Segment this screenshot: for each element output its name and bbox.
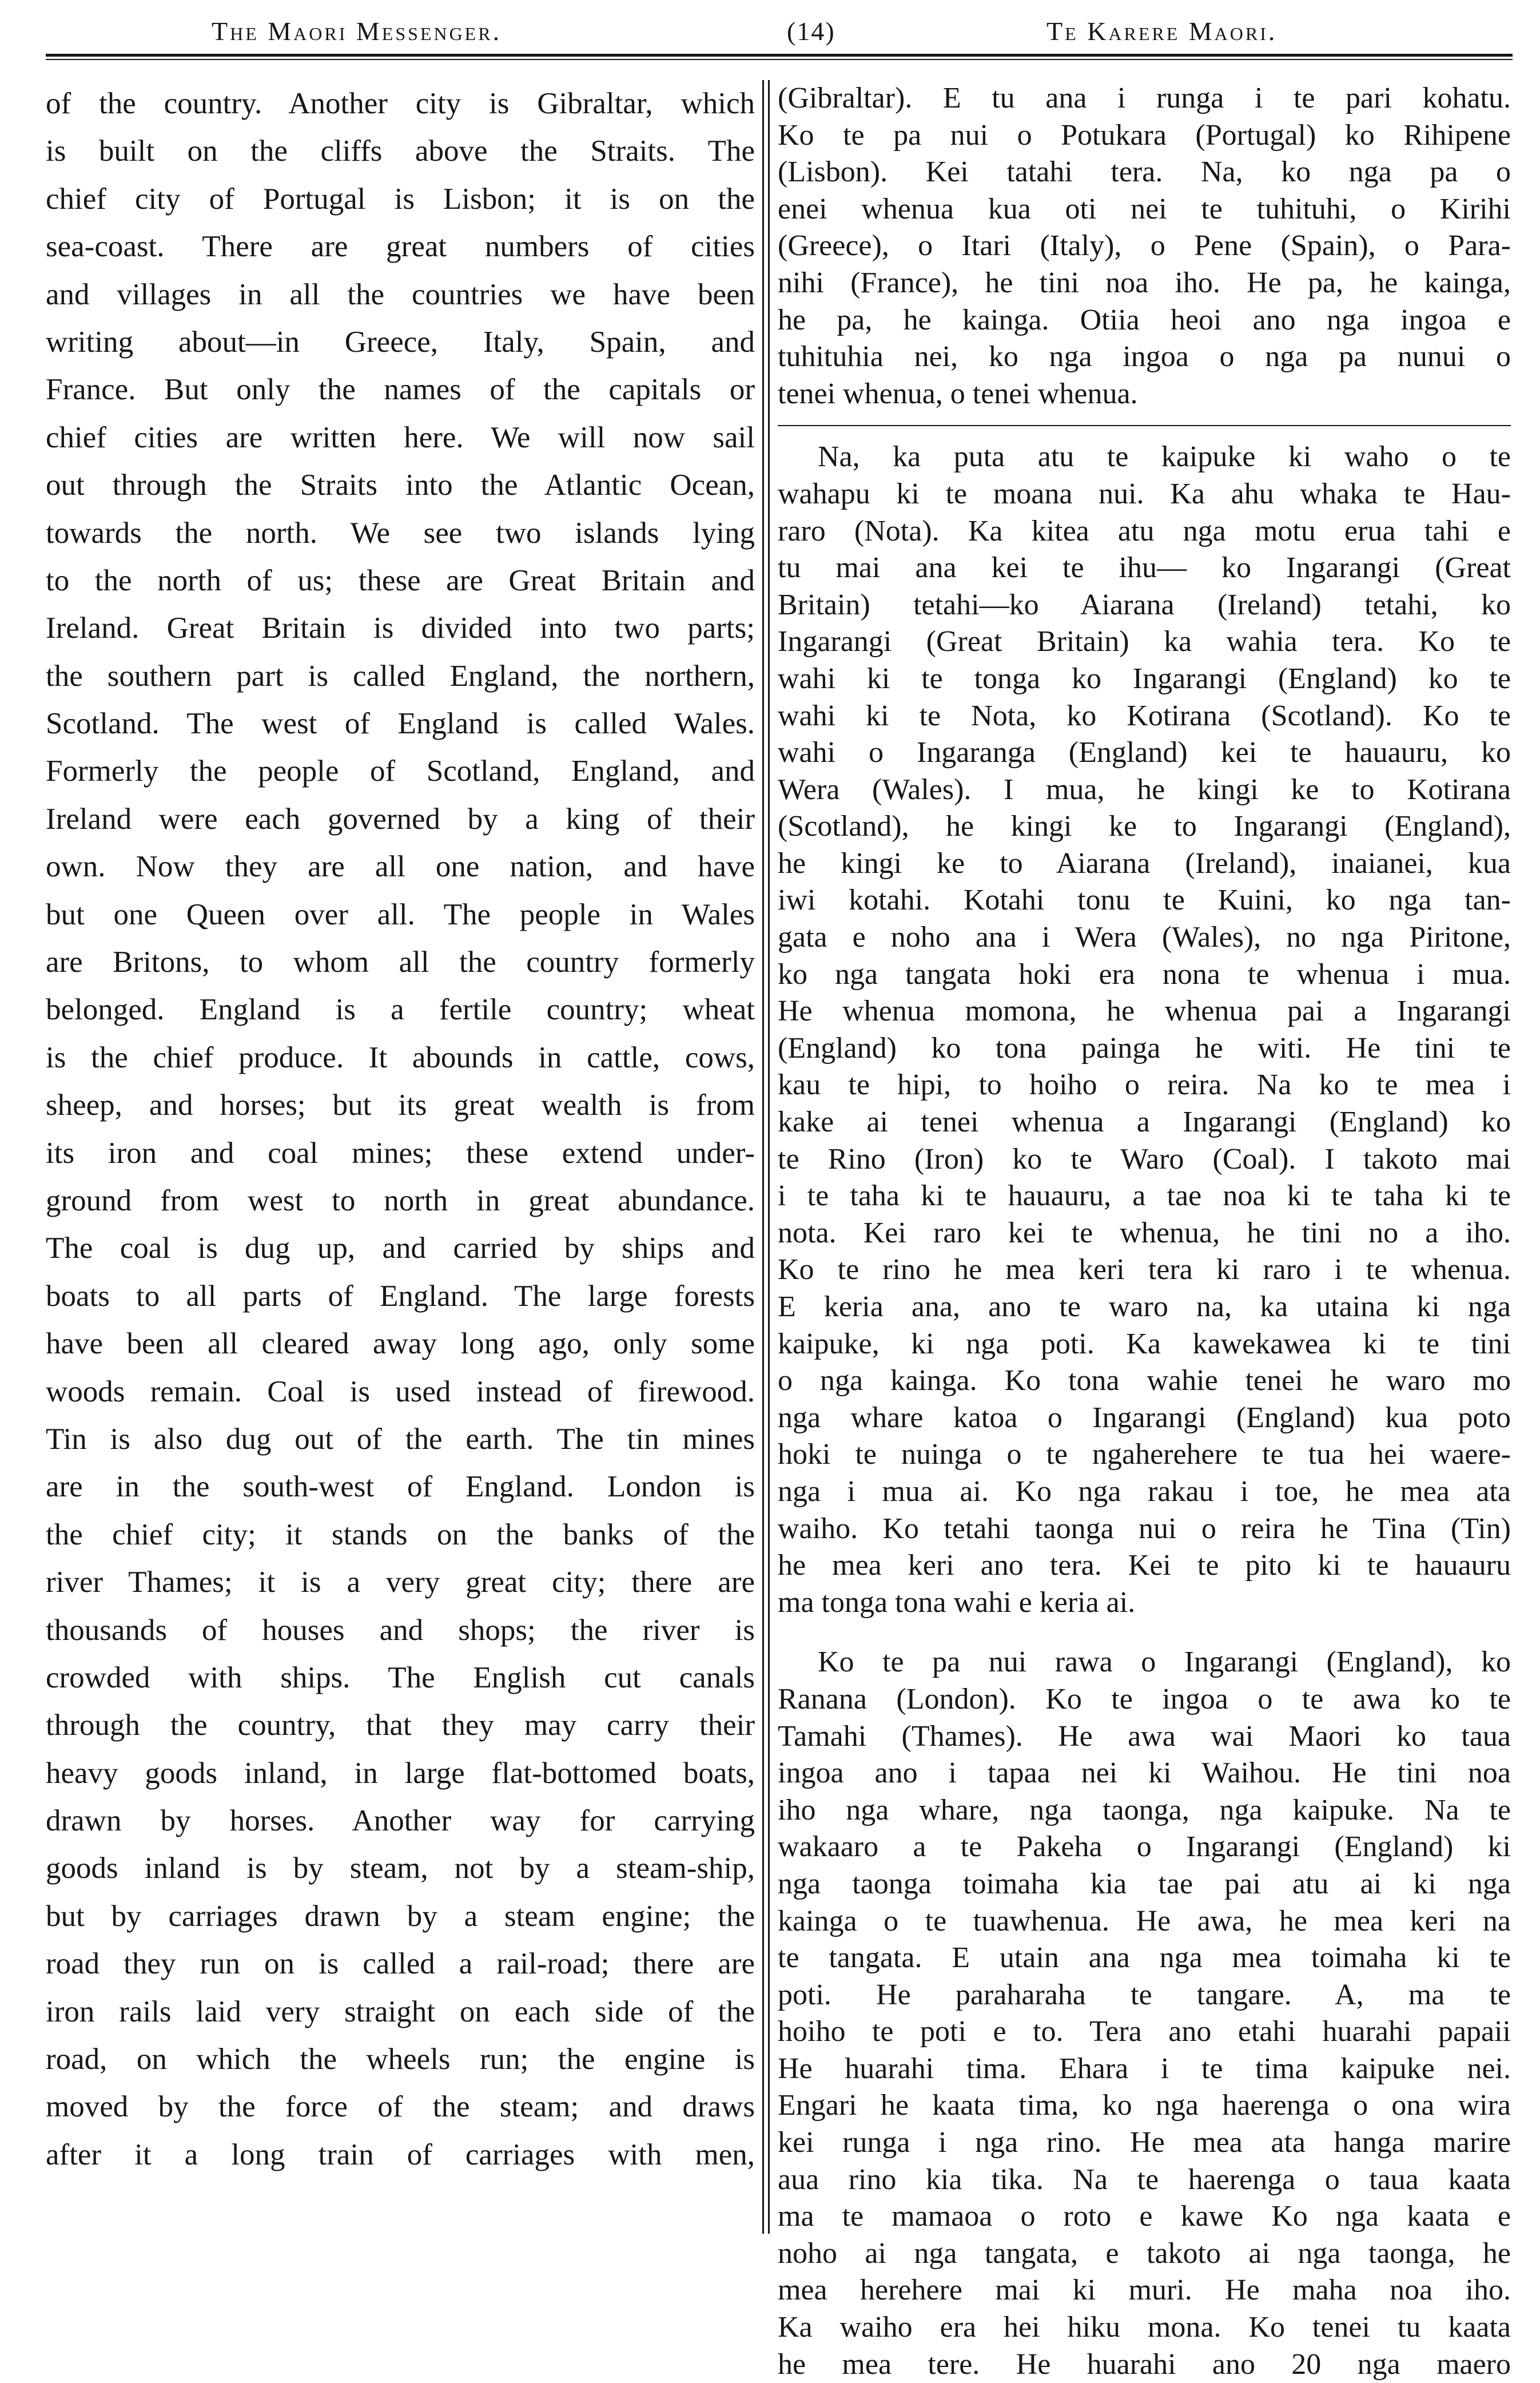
maori-paragraph xyxy=(778,80,1511,412)
text-line: Scotland. The west of England is called Wales. xyxy=(46,707,755,741)
text-line: goods inland is by steam, not by a steam-ship, xyxy=(46,1852,755,1885)
text-line: wakaaro a te Pakeha o Ingarangi (England) ki xyxy=(778,1830,1511,1864)
text-line: wahi ki te tonga ko Ingarangi (England) ko te xyxy=(778,662,1511,695)
text-line: ground from west to north in great abundance. xyxy=(46,1183,755,1217)
text-line: own. Now they are all one nation, and have xyxy=(46,850,755,884)
text-line: is built on the cliffs above the Straits. The xyxy=(46,134,755,168)
text-line: Tin is also dug out of the earth. The tin mines xyxy=(46,1422,755,1456)
text-line: hoki te nuinga o te ngaherehere te tua hei waere- xyxy=(778,1438,1511,1471)
text-line: of the country. Another city is Gibraltar, which xyxy=(46,87,755,120)
text-line: the southern part is called England, the northern, xyxy=(46,659,755,693)
text-line: hoiho te poti e to. Tera ano etahi huarahi papaii xyxy=(778,2015,1511,2048)
text-line: (England) ko tona painga he witi. He tini te xyxy=(778,1031,1511,1065)
text-line: raro (Nota). Ka kitea atu nga motu erua tahi e xyxy=(778,514,1511,547)
text-line: road, on which the wheels run; the engine is xyxy=(46,2043,755,2076)
text-line: poti. He paraharaha te tangare. A, ma te xyxy=(778,1978,1511,2011)
text-line: chief cities are written here. We will now sail xyxy=(46,420,755,454)
text-line: ma te mamaoa o roto e kawe Ko nga kaata e xyxy=(778,2200,1511,2233)
text-line: ko nga tangata hoki era nona te whenua i mua. xyxy=(778,958,1511,991)
text-line: mea herehere mai ki muri. He maha noa iho. xyxy=(778,2274,1511,2307)
text-line: Engari he kaata tima, ko nga haerenga o ona wira xyxy=(778,2089,1511,2122)
text-line: sea-coast. There are great numbers of cities xyxy=(46,230,755,264)
text-line: Britain) tetahi—ko Aiarana (Ireland) tetahi, ko xyxy=(778,588,1511,621)
text-line: iron rails laid very straight on each side of the xyxy=(46,1995,755,2028)
text-line: Ireland were each governed by a king of their xyxy=(46,802,755,836)
text-line: enei whenua kua oti nei te tuhituhi, o Kirihi xyxy=(778,192,1511,225)
text-line: tu mai ana kei te ihu— ko Ingarangi (Great xyxy=(778,551,1511,585)
paragraph-rule xyxy=(778,425,1511,426)
text-line: he mea tere. He huarahi ano 20 nga maero xyxy=(778,2348,1511,2381)
text-line: its iron and coal mines; these extend under- xyxy=(46,1136,755,1170)
text-line: have been all cleared away long ago, only some xyxy=(46,1327,755,1361)
text-line: but by carriages drawn by a steam engine; the xyxy=(46,1899,755,1933)
maori-paragraph xyxy=(778,1644,1511,2383)
text-line: belonged. England is a fertile country; wheat xyxy=(46,993,755,1027)
text-line: kei runga i nga rino. He mea ata hanga marire xyxy=(778,2126,1511,2159)
text-line: (Lisbon). Kei tatahi tera. Na, ko nga pa o xyxy=(778,156,1511,189)
page-number: (14) xyxy=(787,17,835,46)
text-line: ma tonga tona wahi e keria ai. xyxy=(778,1586,1136,1619)
text-line: Ko te pa nui o Potukara (Portugal) ko Rihipene xyxy=(778,118,1511,152)
text-line: tuhituhia nei, ko nga ingoa o nga pa nunui o xyxy=(778,340,1511,374)
text-line: te Rino (Iron) ko te Waro (Coal). I takoto mai xyxy=(778,1142,1511,1175)
text-line: thousands of houses and shops; the river is xyxy=(46,1613,755,1647)
text-line: kainga o te tuawhenua. He awa, he mea keri na xyxy=(778,1904,1511,1937)
column-divider-right xyxy=(768,80,770,2234)
text-line: o nga kainga. Ko tona wahie tenei he waro mo xyxy=(778,1364,1511,1397)
text-line: kau te hipi, to hoiho o reira. Na ko te mea i xyxy=(778,1069,1511,1102)
text-line: boats to all parts of England. The large forests xyxy=(46,1279,755,1313)
header-english-title: The Maori Messenger. xyxy=(212,17,502,46)
text-line: wahapu ki te moana nui. Ka ahu whaka te Hau- xyxy=(778,477,1511,510)
text-line: nga whare katoa o Ingarangi (England) kua poto xyxy=(778,1401,1511,1434)
header-maori-title: Te Karere Maori. xyxy=(1046,17,1278,46)
text-line: iho nga whare, nga taonga, nga kaipuke. Na te xyxy=(778,1793,1511,1826)
column-divider-left xyxy=(762,80,764,2234)
maori-column xyxy=(778,80,1511,2383)
text-line: Tamahi (Thames). He awa wai Maori ko taua xyxy=(778,1719,1511,1753)
text-line: heavy goods inland, in large flat-bottomed boats, xyxy=(46,1756,755,1790)
text-line: nihi (France), he tini noa iho. He pa, he kainga, xyxy=(778,266,1511,299)
text-line: woods remain. Coal is used instead of firewood. xyxy=(46,1375,755,1408)
text-line: river Thames; it is a very great city; there are xyxy=(46,1566,755,1599)
text-line: Formerly the people of Scotland, England, and xyxy=(46,754,755,788)
text-line: waiho. Ko tetahi taonga nui o reira he Tina (Tin) xyxy=(778,1512,1511,1545)
text-line: E keria ana, ano te waro na, ka utaina ki nga xyxy=(778,1290,1511,1323)
text-line: tenei whenua, o tenei whenua. xyxy=(778,377,1138,410)
text-line: he pa, he kainga. Otiia heoi ano nga ingoa e xyxy=(778,303,1511,336)
text-line: nga taonga toimaha kia tae pai atu ai ki nga xyxy=(778,1867,1511,1900)
text-line: crowded with ships. The English cut canals xyxy=(46,1661,755,1694)
text-line: sheep, and horses; but its great wealth is from xyxy=(46,1089,755,1122)
text-line: Wera (Wales). I mua, he kingi ke to Kotirana xyxy=(778,773,1511,806)
text-line: chief city of Portugal is Lisbon; it is on the xyxy=(46,182,755,216)
text-line: is the chief produce. It abounds in cattle, cows, xyxy=(46,1040,755,1074)
text-line: nga i mua ai. Ko nga rakau i toe, he mea ata xyxy=(778,1475,1511,1508)
text-line: Ka waiho era hei hiku mona. Ko tenei tu kaata xyxy=(778,2311,1511,2344)
text-line: He huarahi tima. Ehara i te tima kaipuke nei. xyxy=(778,2052,1511,2085)
text-line: road they run on is called a rail-road; there are xyxy=(46,1947,755,1981)
text-line: Ingarangi (Great Britain) ka wahia tera. Ko te xyxy=(778,625,1511,658)
english-column xyxy=(46,80,755,2179)
text-line: but one Queen over all. The people in Wales xyxy=(46,897,755,931)
text-line: The coal is dug up, and carried by ships and xyxy=(46,1232,755,1265)
text-line: after it a long train of carriages with men, xyxy=(46,2138,755,2171)
text-line: (Scotland), he kingi ke to Ingarangi (England), xyxy=(778,810,1511,843)
text-line: towards the north. We see two islands lying xyxy=(46,516,755,550)
text-line: He whenua momona, he whenua pai a Ingarangi xyxy=(778,995,1511,1028)
text-line: (Gibraltar). E tu ana i runga i te pari kohatu. xyxy=(778,82,1511,114)
text-line: i te taha ki te hauauru, a tae noa ki te taha ki te xyxy=(778,1179,1511,1213)
text-line: he kingi ke to Aiarana (Ireland), inaianei, kua xyxy=(778,847,1511,880)
text-line: out through the Straits into the Atlantic Ocean, xyxy=(46,468,755,502)
text-line: ingoa ano i tapaa nei ki Waihou. He tini noa xyxy=(778,1757,1511,1790)
text-line: kaipuke, ki nga poti. Ka kawekawea ki te tini xyxy=(778,1327,1511,1360)
text-line: Ireland. Great Britain is divided into two parts; xyxy=(46,611,755,645)
text-line: drawn by horses. Another way for carrying xyxy=(46,1804,755,1838)
text-line: gata e noho ana i Wera (Wales), no nga Piritone, xyxy=(778,921,1511,954)
text-line: Ko te rino he mea keri tera ki raro i te whenua. xyxy=(778,1253,1511,1286)
text-line: Na, ka puta atu te kaipuke ki waho o te xyxy=(818,440,1511,474)
text-line: Ko te pa nui rawa o Ingarangi (England), ko xyxy=(818,1646,1511,1679)
running-header xyxy=(46,16,1510,56)
header-rule-thick xyxy=(46,54,1513,57)
text-line: (Greece), o Itari (Italy), o Pene (Spain), o Para- xyxy=(778,229,1511,263)
text-line: nota. Kei raro kei te whenua, he tini no a iho. xyxy=(778,1216,1511,1249)
text-line: wahi o Ingaranga (England) kei te hauauru, ko xyxy=(778,736,1511,769)
text-line: moved by the force of the steam; and draws xyxy=(46,2090,755,2124)
text-line: writing about—in Greece, Italy, Spain, and xyxy=(46,325,755,359)
text-line: are in the south-west of England. London is xyxy=(46,1470,755,1504)
text-line: aua rino kia tika. Na te haerenga o taua kaata xyxy=(778,2163,1511,2196)
text-line: kake ai tenei whenua a Ingarangi (England) ko xyxy=(778,1106,1511,1139)
text-line: are Britons, to whom all the country formerly xyxy=(46,946,755,979)
text-line: iwi kotahi. Kotahi tonu te Kuini, ko nga tan- xyxy=(778,884,1511,917)
text-line: the chief city; it stands on the banks of the xyxy=(46,1518,755,1551)
text-line: France. But only the names of the capitals or xyxy=(46,373,755,407)
text-line: and villages in all the countries we have been xyxy=(46,277,755,311)
text-line: noho ai nga tangata, e takoto ai nga taonga, he xyxy=(778,2237,1511,2270)
text-line: wahi ki te Nota, ko Kotirana (Scotland). Ko te xyxy=(778,699,1511,732)
text-line: te tangata. E utain ana nga mea toimaha ki te xyxy=(778,1941,1511,1975)
text-line: Ranana (London). Ko te ingoa o te awa ko te xyxy=(778,1682,1511,1715)
text-line: to the north of us; these are Great Britain and xyxy=(46,563,755,597)
text-line: through the country, that they may carry their xyxy=(46,1709,755,1742)
header-rule-thin xyxy=(46,59,1513,60)
maori-paragraph xyxy=(778,439,1511,1621)
text-line: he mea keri ano tera. Kei te pito ki te hauauru xyxy=(778,1549,1511,1582)
paragraph-gap xyxy=(778,1621,1511,1644)
